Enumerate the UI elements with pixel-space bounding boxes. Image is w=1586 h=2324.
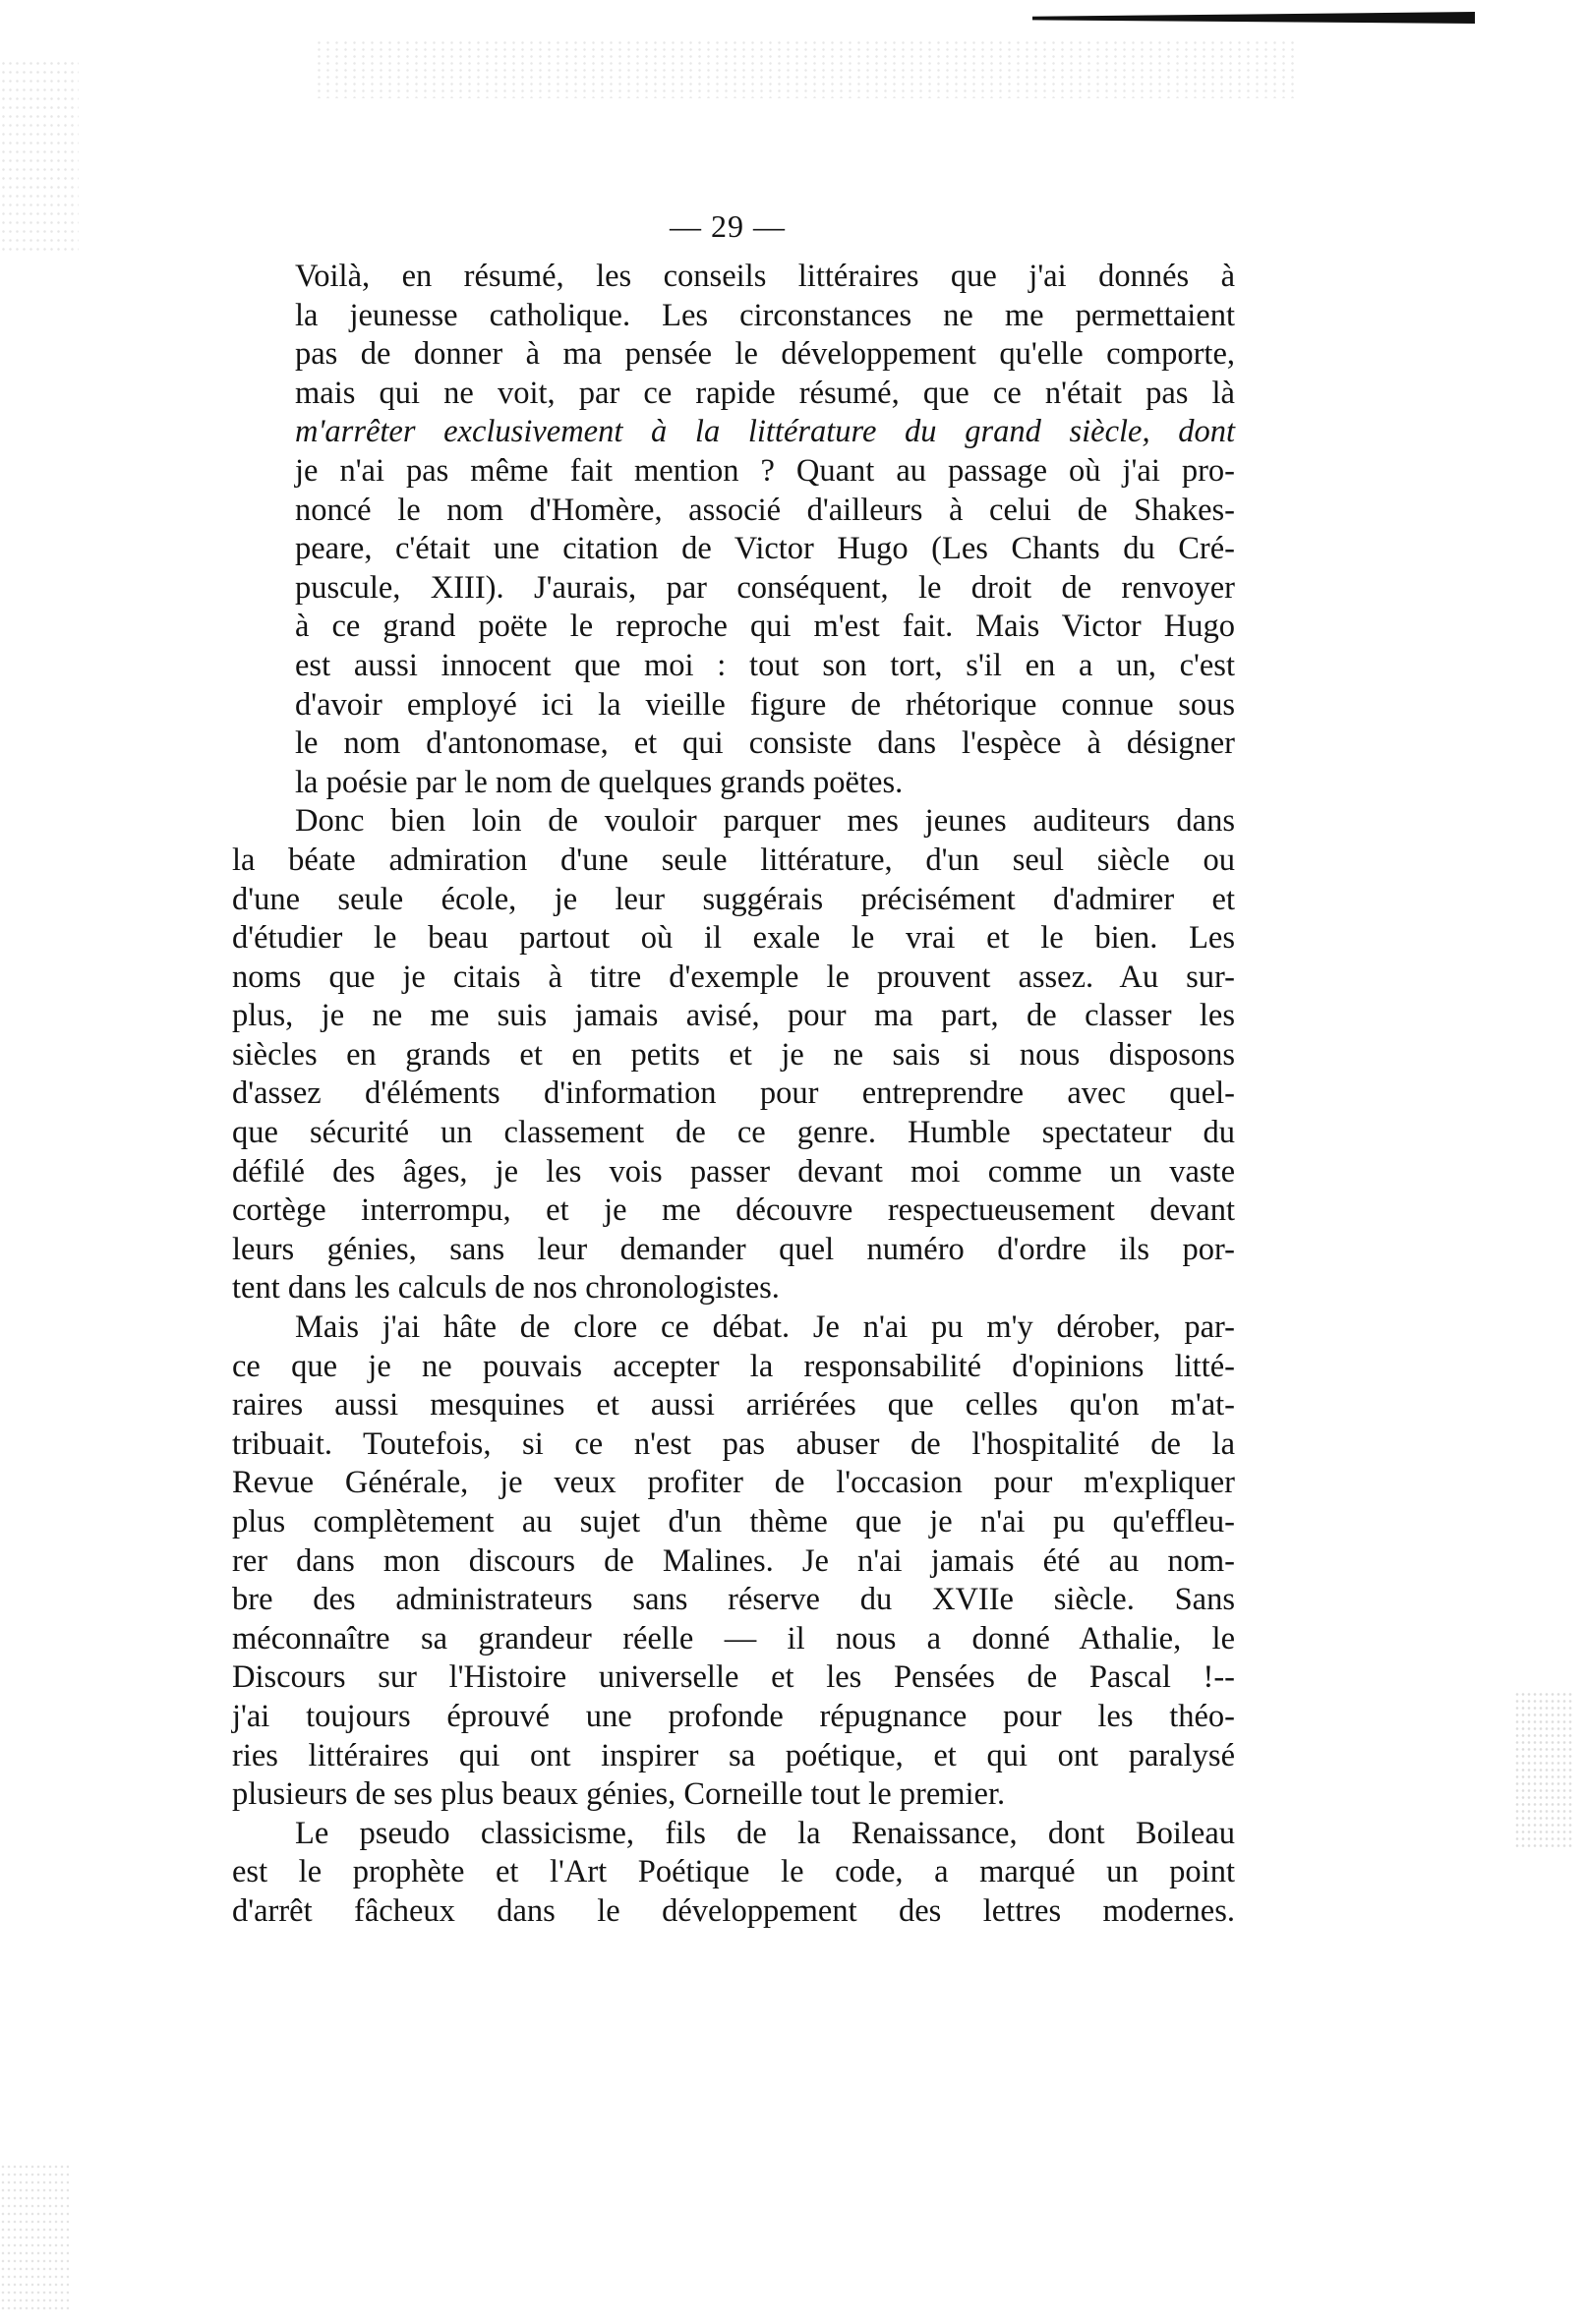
text-line: noms que je citais à titre d'exemple le prouvent assez. Au sur-	[232, 959, 1235, 995]
text-line: pas de donner à ma pensée le développement qu'elle comporte,	[295, 336, 1235, 373]
text-line: je n'ai pas même fait mention ? Quant au passage où j'ai pro-	[295, 452, 1235, 489]
text-line: Le pseudo classicisme, fils de la Renaissance, dont Boileau	[295, 1815, 1235, 1851]
text-line: est le prophète et l'Art Poétique le code, a marqué un point	[232, 1854, 1235, 1890]
scan-top-rule	[1032, 12, 1475, 24]
text-line: Revue Générale, je veux profiter de l'occasion pour m'expliquer	[232, 1465, 1235, 1501]
text-line: noncé le nom d'Homère, associé d'ailleurs à celui de Shakes-	[295, 492, 1235, 528]
scan-noise-right	[1514, 1691, 1573, 1848]
scan-noise-top	[315, 39, 1298, 98]
text-line: méconnaître sa grandeur réelle — il nous a donné Athalie, le	[232, 1620, 1235, 1656]
paragraph-2	[232, 802, 1235, 1308]
text-line: à ce grand poëte le reproche qui m'est fait. Mais Victor Hugo	[295, 609, 1235, 645]
text-line: la béate admiration d'une seule littérature, d'un seul siècle ou	[232, 842, 1235, 878]
text-line: ce que je ne pouvais accepter la responsabilité d'opinions litté-	[232, 1348, 1235, 1384]
text-line: raires aussi mesquines et aussi arriérées que celles qu'on m'at-	[232, 1387, 1235, 1423]
text-line: rer dans mon discours de Malines. Je n'ai jamais été au nom-	[232, 1542, 1235, 1579]
text-line: d'étudier le beau partout où il exale le vrai et le bien. Les	[232, 920, 1235, 957]
scan-noise-left	[0, 59, 79, 256]
text-line: Discours sur l'Histoire universelle et les Pensées de Pascal !--	[232, 1659, 1235, 1696]
text-line: siècles en grands et en petits et je ne sais si nous disposons	[232, 1036, 1235, 1073]
text-line: d'une seule école, je leur suggérais précisément d'admirer et	[232, 881, 1235, 917]
text-line: puscule, XIII). J'aurais, par conséquent, le droit de renvoyer	[295, 569, 1235, 606]
paragraph-3	[232, 1308, 1235, 1815]
text-line: d'avoir employé ici la vieille figure de rhétorique connue sous	[295, 686, 1235, 723]
paragraph-1	[232, 258, 1235, 802]
text-line: plus, je ne me suis jamais avisé, pour ma part, de classer les	[232, 998, 1235, 1034]
text-line: leurs génies, sans leur demander quel numéro d'ordre ils por-	[232, 1231, 1235, 1267]
text-line: défilé des âges, je les vois passer devant moi comme un vaste	[232, 1153, 1235, 1190]
page-number: — 29 —	[670, 208, 786, 244]
text-line: plus complètement au sujet d'un thème que je n'ai pu qu'effleu-	[232, 1504, 1235, 1540]
text-line: j'ai toujours éprouvé une profonde répugnance pour les théo-	[232, 1698, 1235, 1734]
paragraph-4	[232, 1815, 1235, 1932]
text-line: mais qui ne voit, par ce rapide résumé, que ce n'était pas là	[295, 375, 1235, 411]
text-line: plusieurs de ses plus beaux génies, Corneille tout le premier.	[232, 1776, 1006, 1813]
text-line: bre des administrateurs sans réserve du XVIIe siècle. Sans	[232, 1582, 1235, 1618]
text-line: la jeunesse catholique. Les circonstances ne me permettaient	[295, 297, 1235, 333]
text-line: peare, c'était une citation de Victor Hugo (Les Chants du Cré-	[295, 531, 1235, 567]
text-line: Voilà, en résumé, les conseils littéraires que j'ai donnés à	[295, 259, 1235, 294]
text-line: Mais j'ai hâte de clore ce débat. Je n'ai pu m'y dérober, par-	[295, 1309, 1235, 1346]
text-line: d'assez d'éléments d'information pour entreprendre avec quel-	[232, 1075, 1235, 1112]
text-line: le nom d'antonomase, et qui consiste dans l'espèce à désigner	[295, 726, 1235, 762]
text-line: cortège interrompu, et je me découvre respectueusement devant	[232, 1192, 1235, 1229]
text-line: tent dans les calculs de nos chronologistes.	[232, 1270, 780, 1307]
text-line: la poésie par le nom de quelques grands poëtes.	[295, 764, 904, 800]
text-line: m'arrêter exclusivement à la littérature du grand siècle, dont	[295, 414, 1235, 450]
text-line: que sécurité un classement de ce genre. Humble spectateur du	[232, 1115, 1235, 1151]
text-line: est aussi innocent que moi : tout son tort, s'il en a un, c'est	[295, 647, 1235, 683]
text-line: Donc bien loin de vouloir parquer mes jeunes auditeurs dans	[295, 803, 1235, 840]
body-text	[232, 258, 1235, 1932]
text-line: ries littéraires qui ont inspirer sa poétique, et qui ont paralysé	[232, 1737, 1235, 1773]
text-line: tribuait. Toutefois, si ce n'est pas abuser de l'hospitalité de la	[232, 1425, 1235, 1462]
text-line: d'arrêt fâcheux dans le développement des lettres modernes.	[232, 1892, 1235, 1929]
scan-noise-left-bottom	[0, 2163, 69, 2310]
